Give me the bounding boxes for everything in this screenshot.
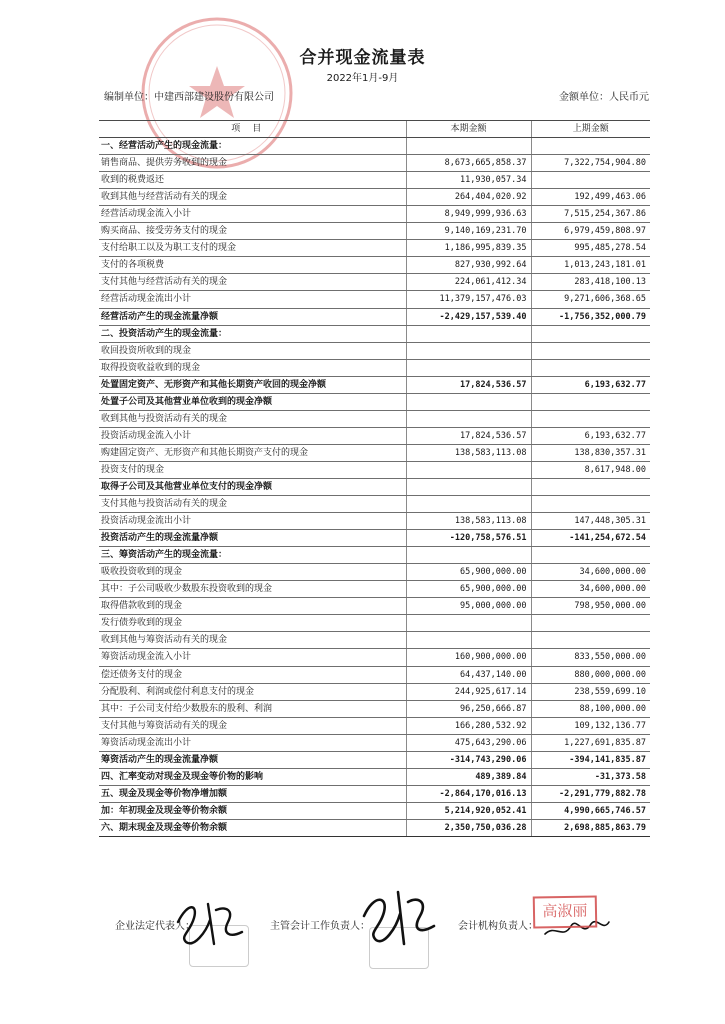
prior-period-amount [531,547,650,564]
current-period-amount [406,359,531,376]
row-label: 处置固定资产、无形资产和其他长期资产收回的现金净额 [99,376,406,393]
table-row [99,308,650,325]
prior-period-amount: 6,193,632.77 [531,427,650,444]
current-period-amount: 244,925,617.14 [406,683,531,700]
current-period-amount: 65,900,000.00 [406,581,531,598]
prior-period-amount: 34,600,000.00 [531,564,650,581]
chief-accountant-label: 主管会计工作负责人： [270,921,370,932]
table-row [99,683,650,700]
prior-period-amount: 147,448,305.31 [531,513,650,530]
prior-period-amount: 8,617,948.00 [531,461,650,478]
current-period-amount [406,632,531,649]
row-label: 六、期末现金及现金等价物余额 [99,819,406,836]
row-label: 收到其他与筹资活动有关的现金 [99,632,406,649]
prior-period-amount [531,342,650,359]
table-row [99,819,650,836]
row-label: 支付给职工以及为职工支付的现金 [99,240,406,257]
current-period-amount: 8,673,665,858.37 [406,155,531,172]
prior-period-amount: 798,950,000.00 [531,598,650,615]
current-period-amount: 17,824,536.57 [406,376,531,393]
current-period-amount: 65,900,000.00 [406,564,531,581]
column-header-current: 本期金额 [406,121,531,138]
row-label: 其中：子公司支付给少数股东的股利、利润 [99,700,406,717]
row-label: 收到其他与经营活动有关的现金 [99,189,406,206]
row-label: 收回投资所收到的现金 [99,342,406,359]
cash-flow-table-body [99,138,650,837]
current-period-amount [406,342,531,359]
prior-period-amount: 7,322,754,904.80 [531,155,650,172]
table-row [99,291,650,308]
current-period-amount: -120,758,576.51 [406,530,531,547]
column-header-item: 项目 [99,121,406,138]
row-label: 偿还债务支付的现金 [99,666,406,683]
current-period-amount: 138,583,113.08 [406,444,531,461]
current-period-amount: 5,214,920,052.41 [406,802,531,819]
row-label: 支付其他与投资活动有关的现金 [99,496,406,513]
prior-period-amount: 4,990,665,746.57 [531,802,650,819]
table-row [99,172,650,189]
current-period-amount [406,138,531,155]
table-row [99,513,650,530]
current-period-amount: 224,061,412.34 [406,274,531,291]
table-row [99,206,650,223]
table-row [99,496,650,513]
current-period-amount: -314,743,290.06 [406,751,531,768]
table-row [99,802,650,819]
table-row [99,274,650,291]
table-row [99,410,650,427]
row-label: 其中：子公司吸收少数股东投资收到的现金 [99,581,406,598]
current-period-amount: 160,900,000.00 [406,649,531,666]
table-row [99,632,650,649]
current-period-amount: 1,186,995,839.35 [406,240,531,257]
current-period-amount [406,478,531,495]
table-row [99,785,650,802]
prior-period-amount: 833,550,000.00 [531,649,650,666]
prior-period-amount: 7,515,254,367.86 [531,206,650,223]
row-label: 发行债券收到的现金 [99,615,406,632]
prior-period-amount [531,478,650,495]
row-label: 吸收投资收到的现金 [99,564,406,581]
prior-period-amount [531,410,650,427]
table-row [99,734,650,751]
row-label: 一、经营活动产生的现金流量： [99,138,406,155]
cash-flow-table [99,120,650,837]
row-label: 投资支付的现金 [99,461,406,478]
current-period-amount: 95,000,000.00 [406,598,531,615]
prior-period-amount: 192,499,463.06 [531,189,650,206]
table-row [99,342,650,359]
row-label: 四、汇率变动对现金及现金等价物的影响 [99,768,406,785]
prior-period-amount: 1,227,691,835.87 [531,734,650,751]
prior-period-amount [531,325,650,342]
current-period-amount [406,547,531,564]
row-label: 购买商品、接受劳务支付的现金 [99,223,406,240]
current-period-amount: 264,404,020.92 [406,189,531,206]
current-period-amount: -2,864,170,016.13 [406,785,531,802]
prior-period-amount: 995,485,278.54 [531,240,650,257]
prior-period-amount [531,138,650,155]
row-label: 销售商品、提供劳务收到的现金 [99,155,406,172]
chief-accountant-signature [358,882,438,952]
prior-period-amount: 138,830,357.31 [531,444,650,461]
table-row [99,547,650,564]
row-label: 购建固定资产、无形资产和其他长期资产支付的现金 [99,444,406,461]
table-row [99,564,650,581]
table-row [99,155,650,172]
table-row [99,478,650,495]
prior-period-amount [531,496,650,513]
current-period-amount [406,461,531,478]
prior-period-amount: 34,600,000.00 [531,581,650,598]
prior-period-amount [531,172,650,189]
table-row [99,615,650,632]
current-period-amount: 827,930,992.64 [406,257,531,274]
current-period-amount: 64,437,140.00 [406,666,531,683]
report-title: 合并现金流量表 [299,48,426,68]
row-label: 三、筹资活动产生的现金流量： [99,547,406,564]
row-label: 投资活动现金流出小计 [99,513,406,530]
prior-period-amount: 283,418,100.13 [531,274,650,291]
table-row [99,240,650,257]
table-row [99,649,650,666]
current-period-amount: 17,824,536.57 [406,427,531,444]
row-label: 投资活动产生的现金流量净额 [99,530,406,547]
prior-period-amount [531,393,650,410]
prior-period-amount [531,615,650,632]
table-row [99,717,650,734]
table-row [99,376,650,393]
prior-period-amount: 1,013,243,181.01 [531,257,650,274]
table-row [99,768,650,785]
table-row [99,189,650,206]
table-row [99,530,650,547]
table-row [99,393,650,410]
row-label: 筹资活动产生的现金流量净额 [99,751,406,768]
row-label: 收到其他与投资活动有关的现金 [99,410,406,427]
row-label: 五、现金及现金等价物净增加额 [99,785,406,802]
table-row [99,257,650,274]
row-label: 取得借款收到的现金 [99,598,406,615]
current-period-amount: 8,949,999,936.63 [406,206,531,223]
prior-period-amount: 2,698,885,863.79 [531,819,650,836]
prior-period-amount: 880,000,000.00 [531,666,650,683]
row-label: 支付其他与筹资活动有关的现金 [99,717,406,734]
row-label: 支付其他与经营活动有关的现金 [99,274,406,291]
row-label: 加：年初现金及现金等价物余额 [99,802,406,819]
table-row [99,461,650,478]
prior-period-amount: 6,193,632.77 [531,376,650,393]
row-label: 分配股利、利润或偿付利息支付的现金 [99,683,406,700]
prior-period-amount [531,632,650,649]
row-label: 收到的税费返还 [99,172,406,189]
column-header-prior: 上期金额 [531,121,650,138]
current-period-amount: 166,280,532.92 [406,717,531,734]
table-row [99,666,650,683]
accounting-head-label: 会计机构负责人： [458,921,538,932]
prior-period-amount: -31,373.58 [531,768,650,785]
row-label: 处置子公司及其他营业单位收到的现金净额 [99,393,406,410]
prior-period-amount [531,359,650,376]
row-label: 取得子公司及其他营业单位支付的现金净额 [99,478,406,495]
prior-period-amount: 6,979,459,808.97 [531,223,650,240]
row-label: 筹资活动现金流出小计 [99,734,406,751]
prior-period-amount: -2,291,779,882.78 [531,785,650,802]
current-period-amount: 96,250,666.87 [406,700,531,717]
row-label: 经营活动产生的现金流量净额 [99,308,406,325]
row-label: 二、投资活动产生的现金流量： [99,325,406,342]
row-label: 投资活动现金流入小计 [99,427,406,444]
row-label: 取得投资收益收到的现金 [99,359,406,376]
table-row [99,700,650,717]
current-period-amount [406,410,531,427]
table-row [99,223,650,240]
current-period-amount: 9,140,169,231.70 [406,223,531,240]
legal-representative-label: 企业法定代表人： [115,921,195,932]
table-row [99,751,650,768]
legal-representative-signature [170,892,250,952]
current-period-amount: 475,643,290.06 [406,734,531,751]
report-period: 2022年1月-9月 [326,73,399,84]
current-period-amount: 489,389.84 [406,768,531,785]
table-row [99,444,650,461]
name-stamp: 高淑丽 [533,895,598,928]
row-label: 经营活动现金流出小计 [99,291,406,308]
table-row [99,598,650,615]
prior-period-amount: 9,271,606,368.65 [531,291,650,308]
table-header-row [99,121,650,138]
currency-unit: 金额单位：人民币元 [559,92,649,103]
table-row [99,581,650,598]
table-row [99,325,650,342]
prior-period-amount: 238,559,699.10 [531,683,650,700]
prior-period-amount: -141,254,672.54 [531,530,650,547]
prior-period-amount: 88,100,000.00 [531,700,650,717]
current-period-amount [406,615,531,632]
current-period-amount: 11,930,057.34 [406,172,531,189]
current-period-amount: 138,583,113.08 [406,513,531,530]
current-period-amount: 11,379,157,476.03 [406,291,531,308]
row-label: 筹资活动现金流入小计 [99,649,406,666]
current-period-amount [406,325,531,342]
prior-period-amount: -394,141,835.87 [531,751,650,768]
prior-period-amount: 109,132,136.77 [531,717,650,734]
row-label: 支付的各项税费 [99,257,406,274]
current-period-amount [406,393,531,410]
current-period-amount: 2,350,750,036.28 [406,819,531,836]
current-period-amount [406,496,531,513]
prior-period-amount: -1,756,352,000.79 [531,308,650,325]
compiling-unit: 编制单位：中建西部建设股份有限公司 [104,92,274,103]
table-row [99,138,650,155]
table-row [99,359,650,376]
current-period-amount: -2,429,157,539.40 [406,308,531,325]
row-label: 经营活动现金流入小计 [99,206,406,223]
table-row [99,427,650,444]
